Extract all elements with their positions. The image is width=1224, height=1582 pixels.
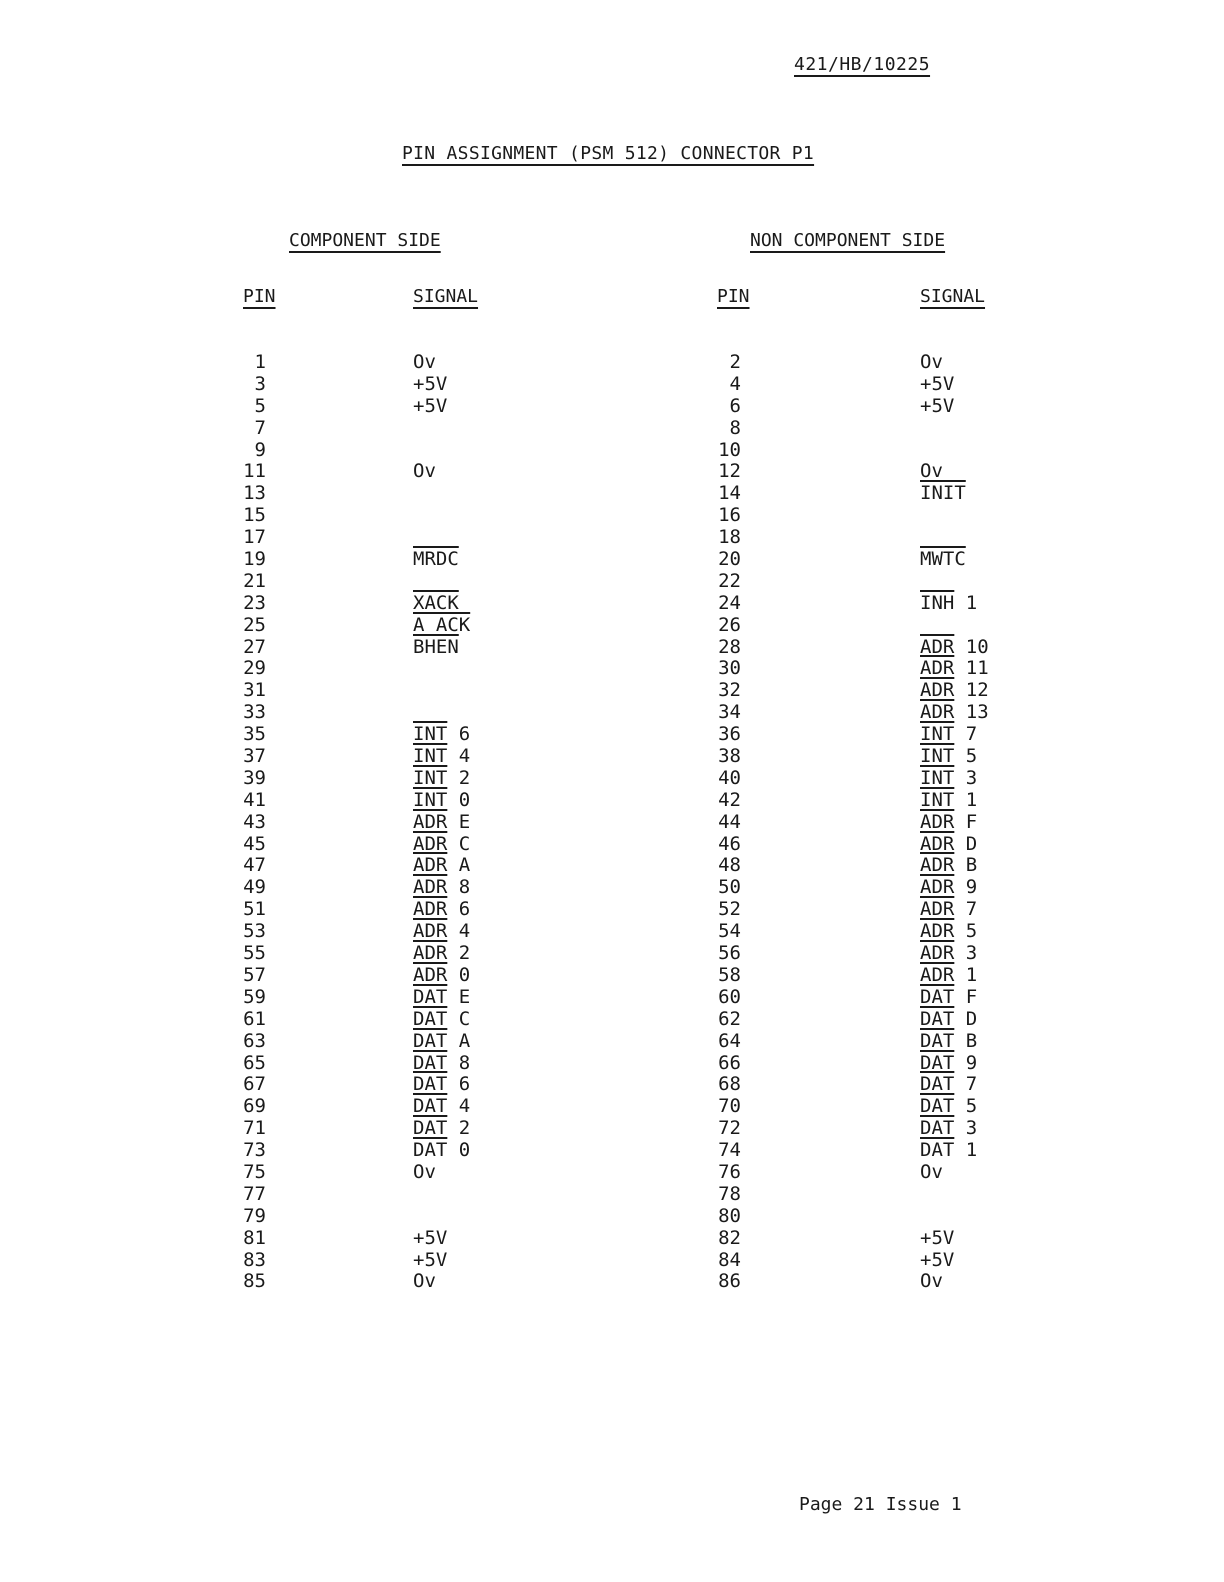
- signal-name: Ov: [413, 1270, 436, 1293]
- signal-cell: [920, 505, 1040, 527]
- pin-number: 86: [718, 1270, 741, 1293]
- signal-index: 9: [954, 1051, 978, 1074]
- component-side-heading: COMPONENT SIDE: [289, 230, 441, 251]
- signal-cell: [920, 396, 1040, 418]
- signal-index: 3: [954, 1117, 978, 1140]
- signal-name: MRDC: [413, 548, 459, 571]
- signal-cell: [920, 746, 1040, 768]
- signal-cell: [413, 1228, 533, 1250]
- signal-cell: [413, 396, 533, 418]
- signal-cell: [413, 943, 533, 965]
- signal-cell: [413, 855, 533, 877]
- signal-name: $\overline{DAT}$: [920, 1139, 955, 1162]
- signal-cell: [920, 768, 1040, 790]
- signal-cell: [413, 1053, 533, 1075]
- pin-number: 39: [243, 766, 266, 789]
- signal-name: $\overline{DAT}$: [413, 1029, 448, 1052]
- signal-cell: [920, 527, 1040, 549]
- signal-name: $\overline{DAT}$: [413, 1117, 448, 1140]
- signal-name: +5V: [413, 1226, 448, 1249]
- signal-index: 2: [447, 766, 471, 789]
- signal-cell: [920, 1250, 1040, 1272]
- signal-cell: [413, 1074, 533, 1096]
- signal-name: $\overline{INT}$: [413, 723, 448, 746]
- signal-index: 9: [954, 876, 978, 899]
- signal-cell: [413, 440, 533, 462]
- signal-cell: [413, 877, 533, 899]
- signal-name: $\overline{ADR}$: [920, 920, 955, 943]
- signal-name: $\overline{DAT}$: [413, 1139, 448, 1162]
- signal-index: E: [447, 985, 471, 1008]
- signal-name: MWTC: [920, 548, 966, 571]
- pin-number: 66: [718, 1051, 741, 1074]
- signal-name: $\overline{ADR}$: [920, 854, 955, 877]
- signal-cell: [920, 440, 1040, 462]
- signal-name: $\overline{INT}$: [413, 745, 448, 768]
- pin-number: 45: [243, 832, 266, 855]
- pin-number: 12: [718, 460, 741, 483]
- pin-number: 36: [718, 723, 741, 746]
- signal-name: $\overline{INT}$: [920, 766, 955, 789]
- signal-cell: [413, 418, 533, 440]
- pin-number: 32: [718, 679, 741, 702]
- signal-index: 4: [447, 745, 471, 768]
- pin-number: 54: [718, 920, 741, 943]
- signal-name: $\overline{ADR}$: [413, 832, 448, 855]
- pin-number: 42: [718, 788, 741, 811]
- signal-cell: [920, 1206, 1040, 1228]
- signal-cell: [920, 571, 1040, 593]
- pin-number: 58: [718, 963, 741, 986]
- signal-cell: [920, 637, 1040, 659]
- signal-cell: [413, 1140, 533, 1162]
- signal-name: +5V: [413, 394, 448, 417]
- signal-cell: [413, 374, 533, 396]
- signal-cell: [920, 987, 1040, 1009]
- signal-name: $\overline{ADR}$: [413, 810, 448, 833]
- signal-name: $\overline{INT}$: [920, 788, 955, 811]
- signal-name: $\overline{ADR}$: [920, 963, 955, 986]
- signal-index: B: [954, 854, 978, 877]
- signal-cell: [413, 1250, 533, 1272]
- pin-number: 9: [254, 438, 266, 461]
- signal-cell: [920, 1184, 1040, 1206]
- signal-cell: [920, 1118, 1040, 1140]
- signal-cell: [920, 943, 1040, 965]
- signal-cell: [413, 790, 533, 812]
- signal-index: C: [447, 1007, 471, 1030]
- pin-number: 23: [243, 591, 266, 614]
- signal-index: 1: [954, 591, 978, 614]
- signal-name: $\overline{ADR}$: [920, 679, 955, 702]
- signal-name: $\overline{INT}$: [920, 745, 955, 768]
- pin-number: 1: [254, 351, 266, 373]
- pin-number: 75: [243, 1160, 266, 1183]
- signal-cell: [413, 702, 533, 724]
- pin-number: 13: [243, 482, 266, 505]
- pin-number: 11: [243, 460, 266, 483]
- pin-number: 2: [729, 351, 741, 373]
- signal-name: $\overline{ADR}$: [920, 942, 955, 965]
- signal-cell: [920, 1031, 1040, 1053]
- pin-number: 53: [243, 920, 266, 943]
- pin-number: 57: [243, 963, 266, 986]
- signal-name: $\overline{DAT}$: [920, 1029, 955, 1052]
- signal-cell: [920, 1074, 1040, 1096]
- pin-number: 73: [243, 1139, 266, 1162]
- signal-name: A ACK: [413, 613, 471, 636]
- signal-cell: [413, 1031, 533, 1053]
- page-footer: Page 21 Issue 1: [799, 1494, 962, 1515]
- pin-number: 37: [243, 745, 266, 768]
- document-reference: 421/HB/10225: [794, 54, 931, 75]
- signal-index: 2: [447, 942, 471, 965]
- signal-cell: [413, 1184, 533, 1206]
- signal-index: E: [447, 810, 471, 833]
- signal-cell: [920, 418, 1040, 440]
- pin-number: 10: [718, 438, 741, 461]
- pin-number: 14: [718, 482, 741, 505]
- pin-number: 44: [718, 810, 741, 833]
- signal-cell: [413, 746, 533, 768]
- pin-number: 20: [718, 548, 741, 571]
- signal-name: $\overline{INT}$: [920, 723, 955, 746]
- signal-cell: [413, 921, 533, 943]
- signal-index: 5: [954, 745, 978, 768]
- pin-number: 81: [243, 1226, 266, 1249]
- signal-cell: [920, 1140, 1040, 1162]
- signal-name: $\overline{ADR}$: [413, 876, 448, 899]
- pin-number: 24: [718, 591, 741, 614]
- pin-number: 35: [243, 723, 266, 746]
- signal-cell: [413, 965, 533, 987]
- signal-cell: [413, 768, 533, 790]
- signal-name: INIT: [920, 482, 966, 505]
- pin-number: 5: [254, 394, 266, 417]
- signal-index: 10: [954, 635, 989, 658]
- pin-number: 76: [718, 1160, 741, 1183]
- signal-cell: [920, 965, 1040, 987]
- signal-index: 1: [954, 788, 978, 811]
- signal-name: $\overline{DAT}$: [413, 1007, 448, 1030]
- pin-number: 27: [243, 635, 266, 658]
- signal-name: $\overline{INT}$: [413, 766, 448, 789]
- signal-name: $\overline{ADR}$: [413, 963, 448, 986]
- signal-index: 4: [447, 1095, 471, 1118]
- signal-name: Ov: [920, 1160, 943, 1183]
- signal-cell: [413, 593, 533, 615]
- signal-cell: [413, 1009, 533, 1031]
- signal-name: +5V: [413, 1248, 448, 1271]
- signal-cell: [920, 549, 1040, 571]
- pin-number: 34: [718, 701, 741, 724]
- signal-name: $\overline{ADR}$: [920, 810, 955, 833]
- signal-name: $\overline{DAT}$: [413, 1073, 448, 1096]
- signal-name: $\overline{ADR}$: [413, 942, 448, 965]
- pin-number: 4: [729, 372, 741, 395]
- signal-index: 5: [954, 1095, 978, 1118]
- signal-index: D: [954, 1007, 978, 1030]
- signal-index: 3: [954, 766, 978, 789]
- signal-cell: [920, 461, 1040, 483]
- signal-cell: [920, 812, 1040, 834]
- signal-cell: [920, 1053, 1040, 1075]
- signal-name: $\overline{DAT}$: [413, 985, 448, 1008]
- signal-index: 5: [954, 920, 978, 943]
- signal-name: $\overline{ADR}$: [920, 657, 955, 680]
- pin-number: 15: [243, 504, 266, 527]
- signal-cell: [920, 1096, 1040, 1118]
- signal-cell: [920, 1228, 1040, 1250]
- signal-name: $\overline{INH}$: [920, 591, 955, 614]
- pin-number: 17: [243, 526, 266, 549]
- signal-cell: [920, 899, 1040, 921]
- pin-number: 70: [718, 1095, 741, 1118]
- signal-name: $\overline{ADR}$: [920, 635, 955, 658]
- signal-index: 7: [954, 1073, 978, 1096]
- component-signal-header: SIGNAL: [413, 286, 479, 307]
- pin-number: 29: [243, 657, 266, 680]
- pin-number: 43: [243, 810, 266, 833]
- pin-number: 83: [243, 1248, 266, 1271]
- signal-index: 7: [954, 898, 978, 921]
- signal-name: $\overline{ADR}$: [920, 832, 955, 855]
- signal-cell: [413, 724, 533, 746]
- pin-number: 82: [718, 1226, 741, 1249]
- pin-number: 8: [729, 416, 741, 439]
- signal-index: 12: [954, 679, 989, 702]
- signal-cell: [413, 483, 533, 505]
- signal-cell: [920, 1162, 1040, 1184]
- signal-cell: [920, 834, 1040, 856]
- signal-index: 4: [447, 920, 471, 943]
- signal-index: 8: [447, 876, 471, 899]
- signal-name: $\overline{DAT}$: [920, 1051, 955, 1074]
- pin-number: 3: [254, 372, 266, 395]
- pin-number: 51: [243, 898, 266, 921]
- non-component-side-heading: NON COMPONENT SIDE: [750, 230, 946, 251]
- pin-number: 67: [243, 1073, 266, 1096]
- signal-name: $\overline{ADR}$: [413, 898, 448, 921]
- signal-name: $\overline{DAT}$: [413, 1051, 448, 1074]
- signal-cell: [413, 1271, 533, 1293]
- signal-index: 3: [954, 942, 978, 965]
- pin-number: 56: [718, 942, 741, 965]
- signal-index: A: [447, 1029, 471, 1052]
- signal-name: $\overline{ADR}$: [920, 898, 955, 921]
- signal-cell: [413, 899, 533, 921]
- component-signal-column: [413, 352, 533, 1293]
- signal-cell: [413, 1162, 533, 1184]
- signal-cell: [413, 812, 533, 834]
- pin-number: 18: [718, 526, 741, 549]
- pin-number: 61: [243, 1007, 266, 1030]
- signal-name: Ov: [413, 460, 436, 483]
- pin-number: 22: [718, 569, 741, 592]
- signal-index: 11: [954, 657, 989, 680]
- pin-number: 33: [243, 701, 266, 724]
- signal-index: 0: [447, 1139, 471, 1162]
- pin-number: 52: [718, 898, 741, 921]
- signal-name: Ov: [920, 1270, 943, 1293]
- signal-name: Ov: [413, 1160, 436, 1183]
- pin-number: 6: [729, 394, 741, 417]
- pin-number: 62: [718, 1007, 741, 1030]
- signal-cell: [920, 615, 1040, 637]
- pin-number: 26: [718, 613, 741, 636]
- non-component-signal-header: SIGNAL: [920, 286, 986, 307]
- signal-index: D: [954, 832, 978, 855]
- signal-cell: [920, 658, 1040, 680]
- pin-number: 49: [243, 876, 266, 899]
- signal-cell: [920, 877, 1040, 899]
- signal-name: Ov: [920, 460, 943, 483]
- pin-number: 59: [243, 985, 266, 1008]
- signal-index: A: [447, 854, 471, 877]
- non-component-signal-column: [920, 352, 1040, 1293]
- signal-name: $\overline{ADR}$: [920, 876, 955, 899]
- signal-cell: [920, 1271, 1040, 1293]
- pin-number: 79: [243, 1204, 266, 1227]
- pin-number: 72: [718, 1117, 741, 1140]
- pin-number: 48: [718, 854, 741, 877]
- pin-number: 55: [243, 942, 266, 965]
- signal-index: F: [954, 985, 978, 1008]
- signal-cell: [413, 637, 533, 659]
- pin-number: 60: [718, 985, 741, 1008]
- signal-cell: [413, 527, 533, 549]
- signal-cell: [413, 352, 533, 374]
- signal-cell: [920, 1009, 1040, 1031]
- pin-number: 46: [718, 832, 741, 855]
- pin-number: 78: [718, 1182, 741, 1205]
- signal-name: +5V: [920, 394, 955, 417]
- signal-cell: [920, 790, 1040, 812]
- pin-number: 21: [243, 569, 266, 592]
- signal-index: 0: [447, 788, 471, 811]
- pin-number: 40: [718, 766, 741, 789]
- pin-number: 84: [718, 1248, 741, 1271]
- signal-index: 7: [954, 723, 978, 746]
- pin-number: 16: [718, 504, 741, 527]
- non-component-pin-header: PIN: [717, 286, 750, 307]
- signal-cell: [413, 461, 533, 483]
- signal-name: $\overline{ADR}$: [920, 701, 955, 724]
- signal-cell: [413, 987, 533, 1009]
- signal-index: 1: [954, 1139, 978, 1162]
- non-component-pin-column: [681, 352, 741, 1293]
- signal-index: 2: [447, 1117, 471, 1140]
- signal-cell: [920, 374, 1040, 396]
- pin-number: 71: [243, 1117, 266, 1140]
- signal-name: $\overline{ADR}$: [413, 854, 448, 877]
- pin-number: 77: [243, 1182, 266, 1205]
- signal-cell: [920, 593, 1040, 615]
- signal-index: 1: [954, 963, 978, 986]
- signal-name: Ov: [920, 351, 943, 373]
- signal-cell: [920, 680, 1040, 702]
- component-pin-header: PIN: [243, 286, 276, 307]
- signal-name: $\overline{DAT}$: [413, 1095, 448, 1118]
- signal-cell: [413, 615, 533, 637]
- signal-name: +5V: [413, 372, 448, 395]
- signal-cell: [413, 571, 533, 593]
- signal-name: $\overline{ADR}$: [413, 920, 448, 943]
- signal-cell: [920, 702, 1040, 724]
- signal-index: 8: [447, 1051, 471, 1074]
- signal-name: +5V: [920, 372, 955, 395]
- signal-name: Ov: [413, 351, 436, 373]
- signal-name: $\overline{DAT}$: [920, 1095, 955, 1118]
- signal-cell: [413, 1118, 533, 1140]
- signal-name: $\overline{DAT}$: [920, 985, 955, 1008]
- pin-number: 85: [243, 1270, 266, 1293]
- pin-number: 28: [718, 635, 741, 658]
- pin-number: 65: [243, 1051, 266, 1074]
- signal-index: 6: [447, 898, 471, 921]
- signal-cell: [920, 921, 1040, 943]
- signal-name: +5V: [920, 1226, 955, 1249]
- pin-number: 69: [243, 1095, 266, 1118]
- pin-number: 50: [718, 876, 741, 899]
- signal-cell: [920, 483, 1040, 505]
- signal-index: B: [954, 1029, 978, 1052]
- signal-index: 6: [447, 723, 471, 746]
- pin-number: 38: [718, 745, 741, 768]
- pin-number: 31: [243, 679, 266, 702]
- signal-cell: [413, 834, 533, 856]
- signal-name: +5V: [920, 1248, 955, 1271]
- signal-cell: [413, 1206, 533, 1228]
- pin-number: 30: [718, 657, 741, 680]
- signal-index: 6: [447, 1073, 471, 1096]
- pin-number: 68: [718, 1073, 741, 1096]
- pin-number: 80: [718, 1204, 741, 1227]
- signal-name: $\overline{DAT}$: [920, 1073, 955, 1096]
- page-title: PIN ASSIGNMENT (PSM 512) CONNECTOR P1: [402, 143, 815, 164]
- signal-name: $\overline{INT}$: [413, 788, 448, 811]
- pin-number: 74: [718, 1139, 741, 1162]
- signal-index: 0: [447, 963, 471, 986]
- signal-cell: [920, 855, 1040, 877]
- signal-cell: [413, 680, 533, 702]
- pin-number: 19: [243, 548, 266, 571]
- signal-name: $\overline{DAT}$: [920, 1007, 955, 1030]
- signal-cell: [920, 724, 1040, 746]
- pin-number: 64: [718, 1029, 741, 1052]
- signal-cell: [413, 1096, 533, 1118]
- signal-name: $\overline{DAT}$: [920, 1117, 955, 1140]
- signal-index: C: [447, 832, 471, 855]
- signal-index: 13: [954, 701, 989, 724]
- signal-index: F: [954, 810, 978, 833]
- pin-number: 7: [254, 416, 266, 439]
- signal-cell: [920, 352, 1040, 374]
- pin-number: 47: [243, 854, 266, 877]
- component-pin-column: [206, 352, 266, 1293]
- signal-cell: [413, 505, 533, 527]
- pin-number: 41: [243, 788, 266, 811]
- pin-number: 25: [243, 613, 266, 636]
- signal-cell: [413, 658, 533, 680]
- signal-name: XACK: [413, 591, 459, 614]
- signal-cell: [413, 549, 533, 571]
- pin-number: 63: [243, 1029, 266, 1052]
- signal-name: BHEN: [413, 635, 459, 658]
